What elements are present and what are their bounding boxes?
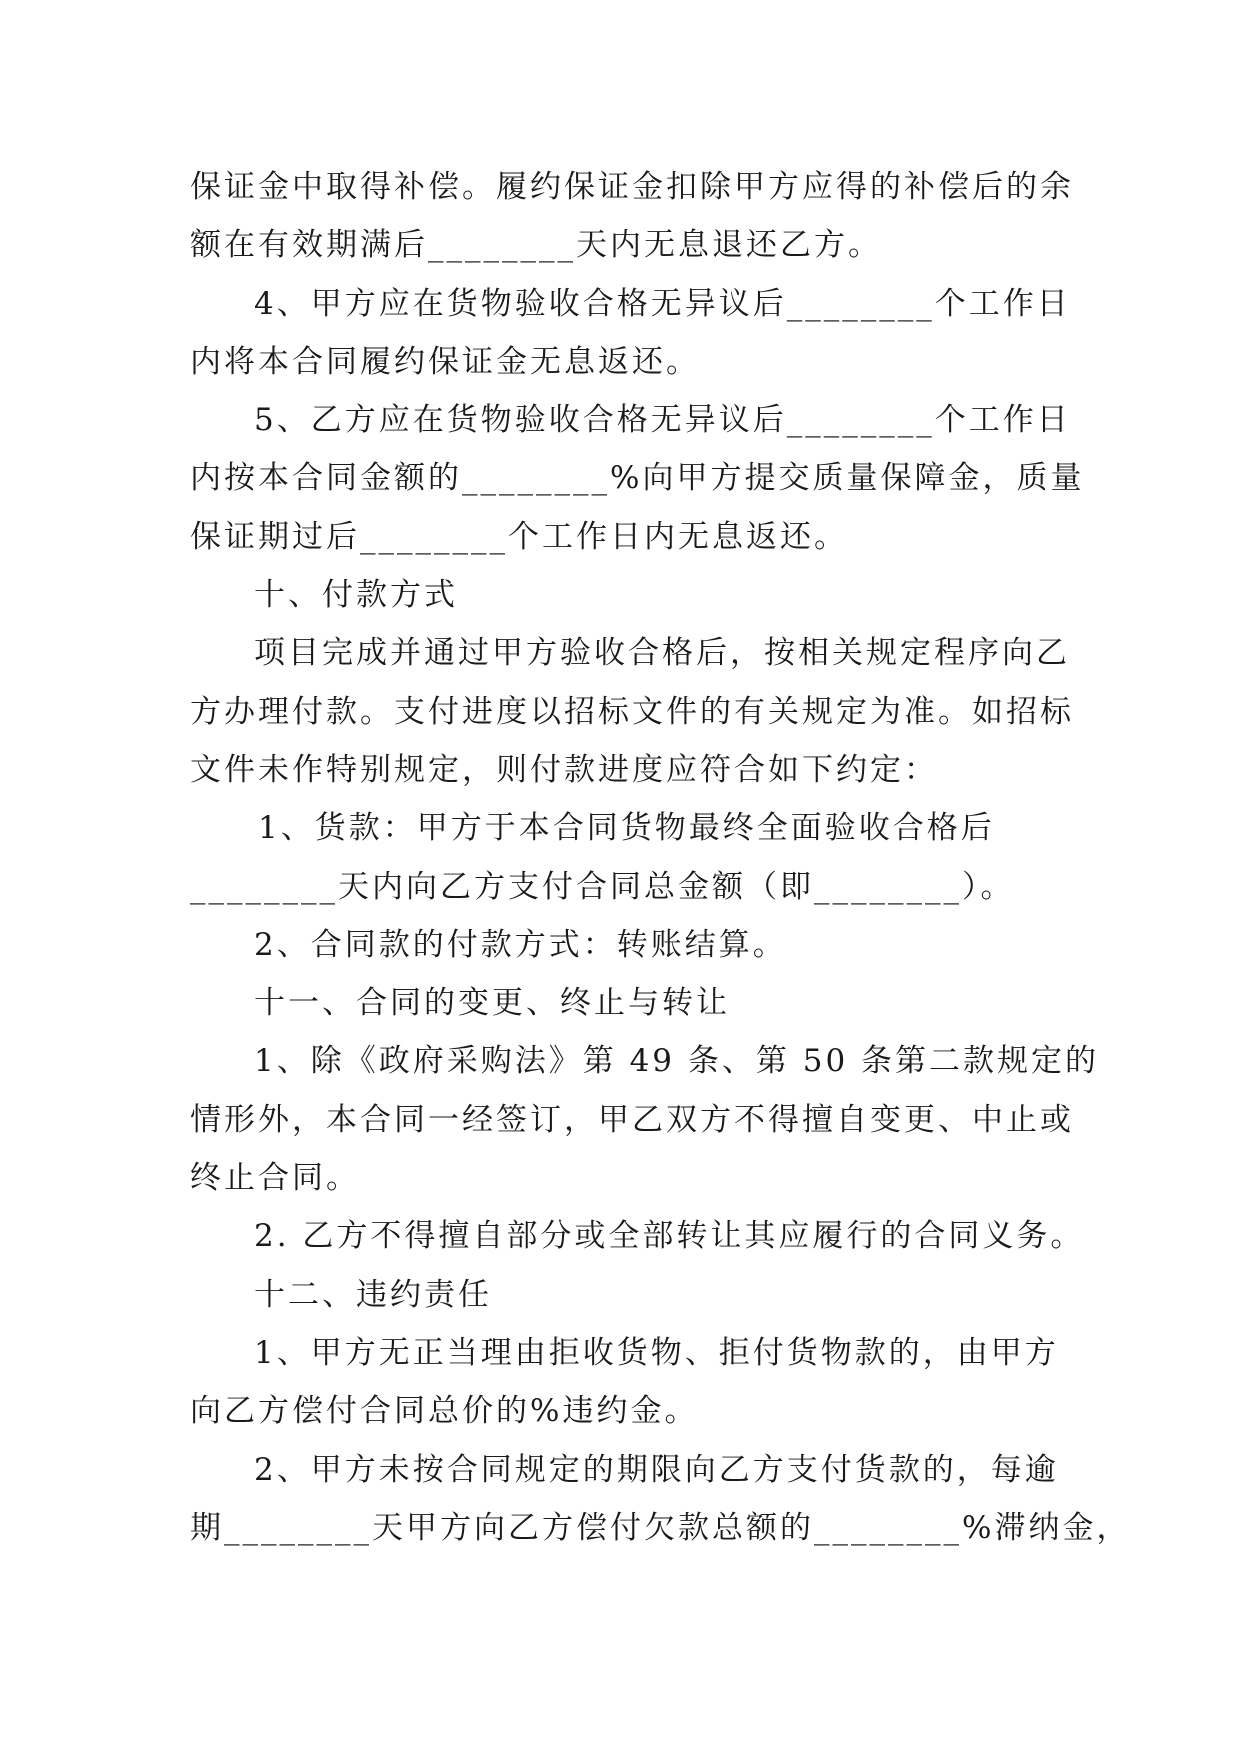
clause-5-line-1: 5、乙方应在货物验收合格无异议后________个工作日 <box>254 402 1071 439</box>
liability-item-1-line-1: 1、甲方无正当理由拒收货物、拒付货物款的，由甲方 <box>254 1334 1059 1371</box>
liability-item-1-line-2: 向乙方偿付合同总价的%违约金。 <box>190 1393 699 1430</box>
payment-item-1-line-2: ________天内向乙方支付合同总金额（即________）。 <box>190 868 1015 905</box>
clause-5-line-3: 保证期过后________个工作日内无息返还。 <box>190 518 848 555</box>
liability-item-2-line-1: 2、甲方未按合同规定的期限向乙方支付货款的，每逾 <box>254 1451 1059 1488</box>
change-item-1-line-3: 终止合同。 <box>190 1160 360 1197</box>
clause-4-line-2: 内将本合同履约保证金无息返还。 <box>190 343 700 380</box>
section-heading-change: 十一、合同的变更、终止与转让 <box>254 985 730 1022</box>
text-line-2: 额在有效期满后________天内无息退还乙方。 <box>190 227 882 264</box>
liability-item-2-line-2: 期________天甲方向乙方偿付欠款总额的________%滞纳金， <box>190 1509 1131 1546</box>
clause-4-line-1: 4、甲方应在货物验收合格无异议后________个工作日 <box>254 285 1071 322</box>
document-body <box>190 158 1131 1557</box>
payment-paragraph-line-1: 项目完成并通过甲方验收合格后，按相关规定程序向乙 <box>254 635 1070 672</box>
change-item-2: 2. 乙方不得擅自部分或全部转让其应履行的合同义务。 <box>254 1218 1085 1255</box>
section-heading-payment: 十、付款方式 <box>254 577 458 614</box>
payment-item-2: 2、合同款的付款方式：转账结算。 <box>254 926 787 963</box>
change-item-1-line-2: 情形外，本合同一经签订，甲乙双方不得擅自变更、中止或 <box>190 1101 1074 1138</box>
section-heading-liability: 十二、违约责任 <box>254 1276 492 1313</box>
change-item-1-line-1: 1、除《政府采购法》第 49 条、第 50 条第二款规定的 <box>254 1043 1100 1080</box>
payment-paragraph-line-3: 文件未作特别规定，则付款进度应符合如下约定： <box>190 751 938 788</box>
text-line-1: 保证金中取得补偿。履约保证金扣除甲方应得的补偿后的余 <box>190 169 1074 205</box>
payment-paragraph-line-2: 方办理付款。支付进度以招标文件的有关规定为准。如招标 <box>190 693 1074 730</box>
payment-item-1-line-1: 1、货款：甲方于本合同货物最终全面验收合格后 <box>258 810 995 847</box>
clause-5-line-2: 内按本合同金额的________%向甲方提交质量保障金，质量 <box>190 460 1085 497</box>
